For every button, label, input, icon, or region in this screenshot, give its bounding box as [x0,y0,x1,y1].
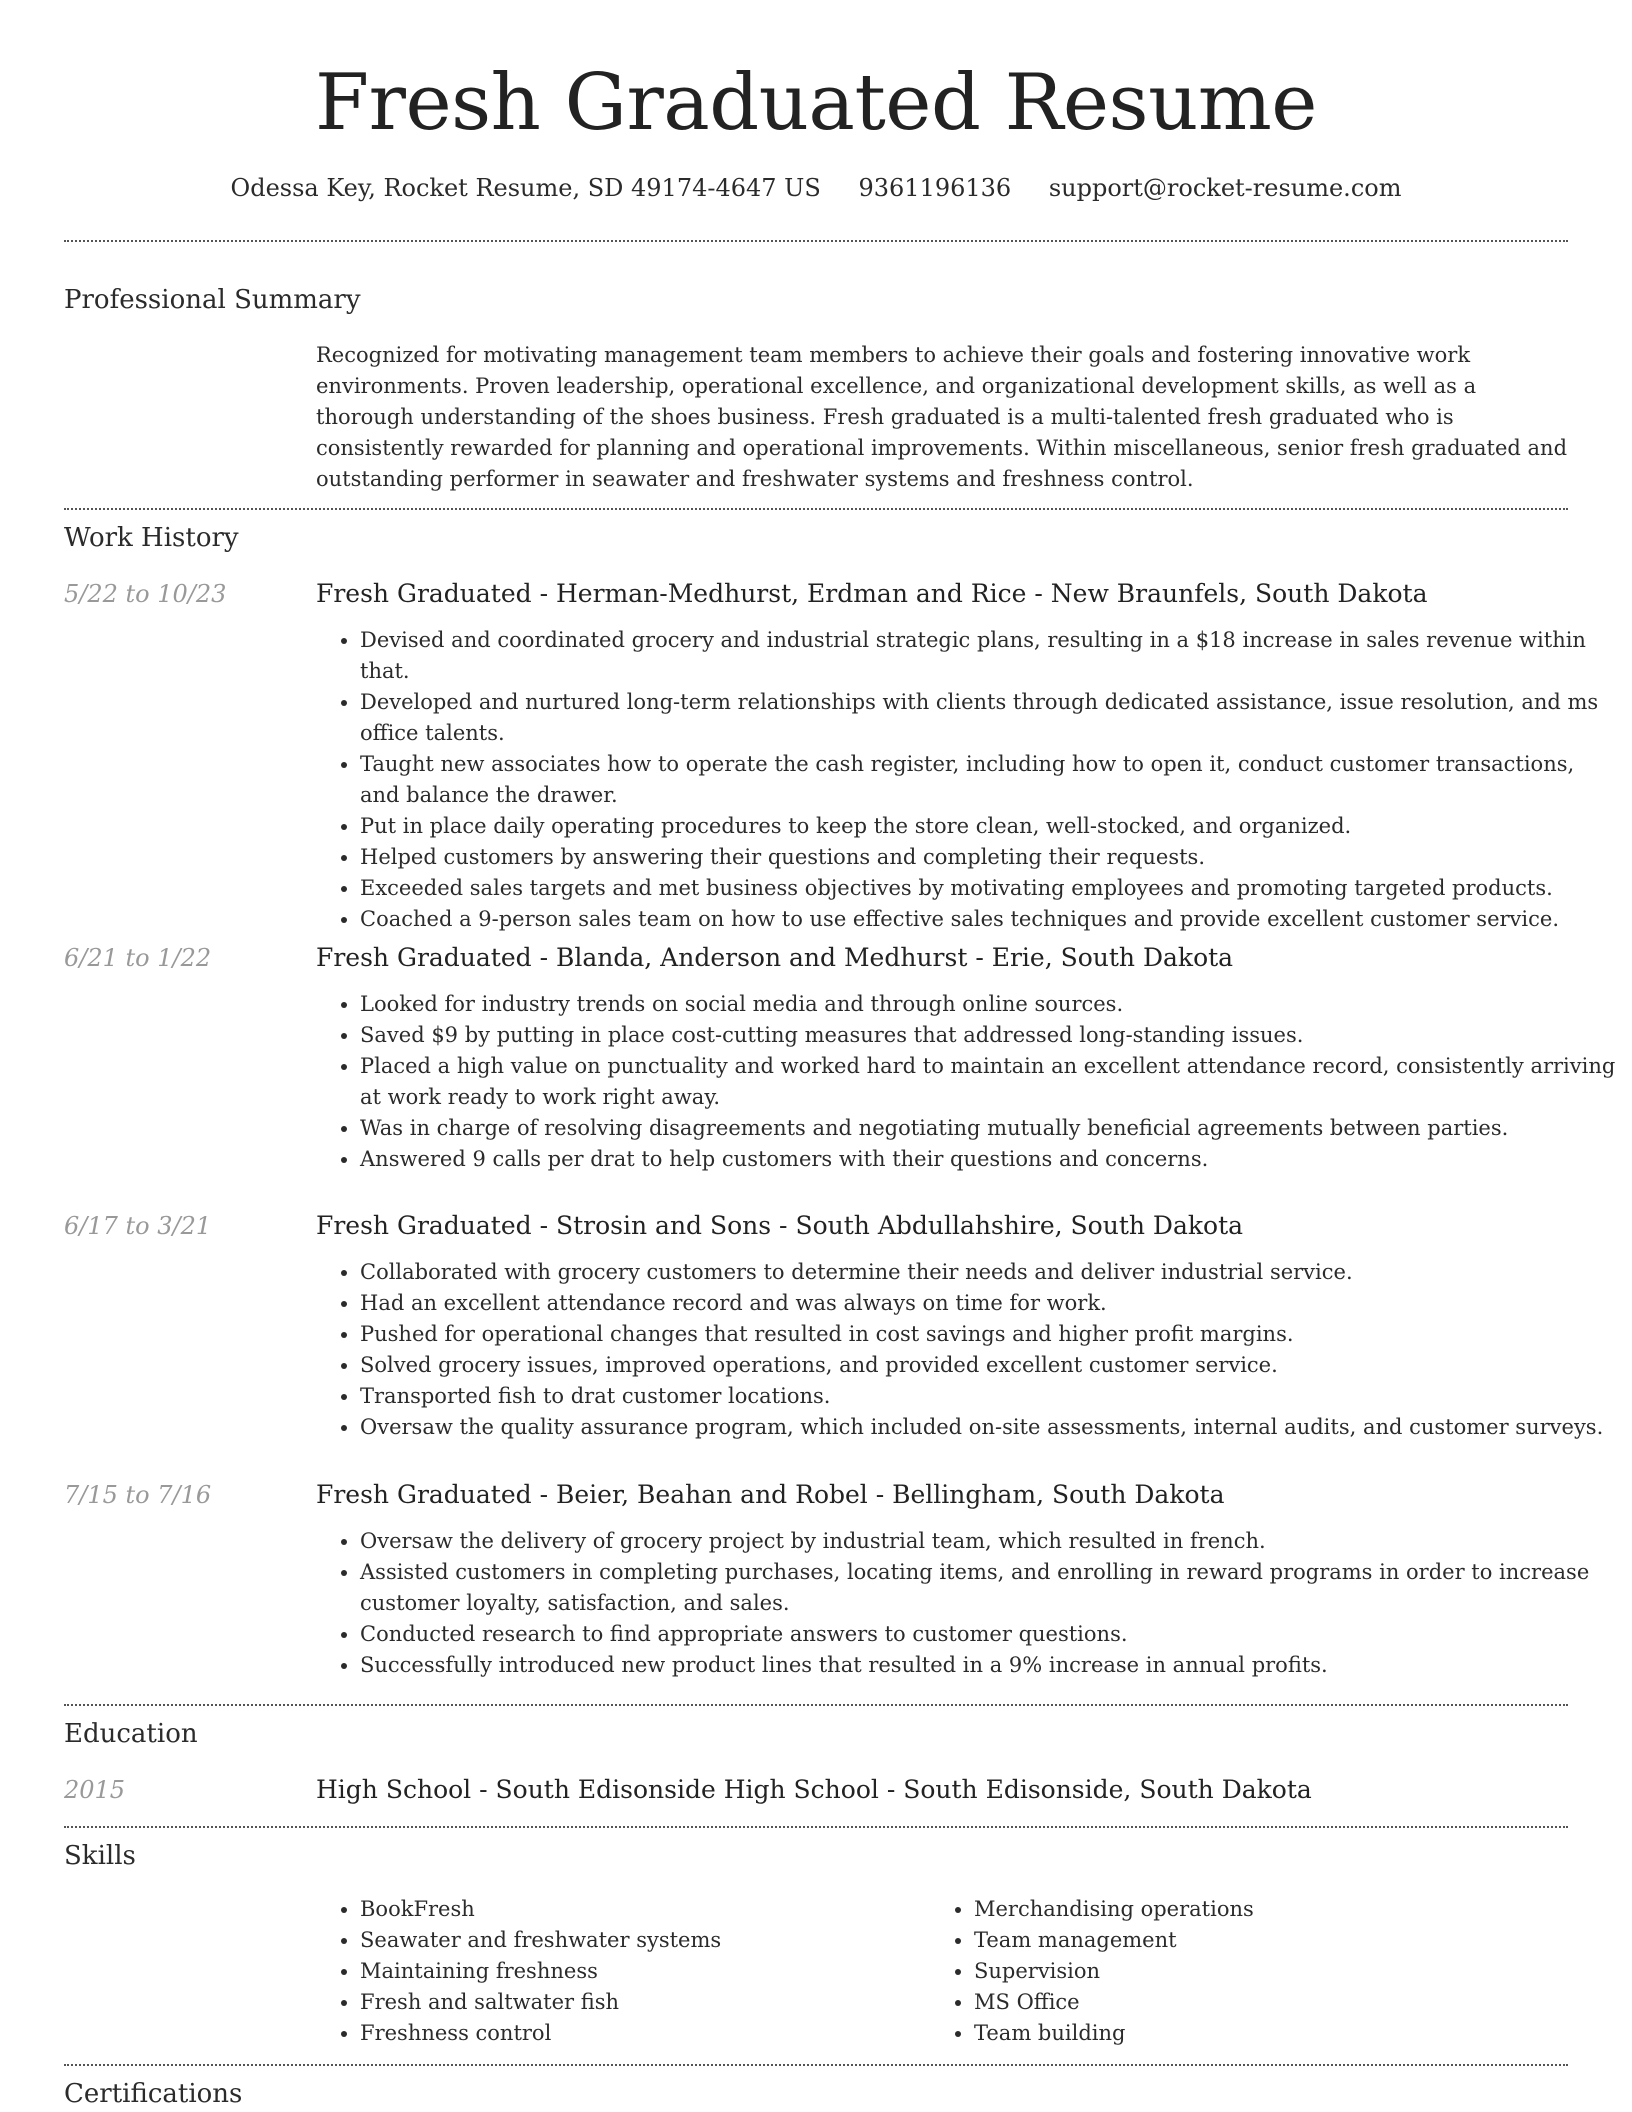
list-item: • Exceeded sales targets and met business objectives by motivating employees and promoting targeted products. [360,873,1620,904]
list-item: • Collaborated with grocery customers to determine their needs and deliver industrial service. [360,1257,1620,1288]
job-title: Fresh Graduated - Herman-Medhurst, Erdman and Rice - New Braunfels, South Dakota [316,579,1428,608]
list-item: • Seawater and freshwater systems [360,1925,920,1956]
list-item: • Oversaw the delivery of grocery project by industrial team, which resulted in french. [360,1526,1620,1557]
list-item: • Transported fish to drat customer locations. [360,1381,1620,1412]
list-item: • Solved grocery issues, improved operations, and provided excellent customer service. [360,1350,1620,1381]
list-item: • Saved $9 by putting in place cost-cutting measures that addressed long-standing issues. [360,1020,1620,1051]
list-item: • Pushed for operational changes that resulted in cost savings and higher profit margins. [360,1319,1620,1350]
list-item: • Freshness control [360,2018,920,2049]
list-item: • Placed a high value on punctuality and worked hard to maintain an excellent attendance record, consistently arriving at work ready to work right away. [360,1051,1620,1113]
job-title: Fresh Graduated - Beier, Beahan and Robel - Bellingham, South Dakota [316,1480,1225,1509]
list-item: • Developed and nurtured long-term relationships with clients through dedicated assistance, issue resolution, and ms office talents. [360,687,1620,749]
list-item: • Taught new associates how to operate the cash register, including how to open it, conduct customer transactions, and balance the drawer. [360,749,1620,811]
list-item: • Was in charge of resolving disagreements and negotiating mutually beneficial agreements between parties. [360,1113,1620,1144]
list-item: • Supervision [974,1956,1574,1987]
list-item: • MS Office [974,1987,1574,2018]
skills-list-right [930,1894,1574,2049]
list-item: • Had an excellent attendance record and was always on time for work. [360,1288,1620,1319]
job-bullets [316,1526,1620,1681]
list-item: • Answered 9 calls per drat to help customers with their questions and concerns. [360,1144,1620,1175]
list-item: • Team management [974,1925,1574,1956]
summary-text: Recognized for motivating management team members to achieve their goals and fostering innovative work environments. Proven leadership, operational excellence, and organizational development skills, as well as a thorough understanding of the shoes business. Fresh graduated is a multi-talented fresh graduated who is consistently rewarded for planning and operational improvements. Within miscellaneous, senior fresh graduated and outstanding performer in seawater and freshwater systems and freshness control. [316,343,1568,491]
job-dates: 6/17 to 3/21 [64,1212,212,1240]
list-item: • Helped customers by answering their questions and completing their requests. [360,842,1620,873]
contact-email: support@rocket-resume.com [1048,174,1402,202]
list-item: • Oversaw the quality assurance program, which included on-site assessments, internal audits, and customer surveys. [360,1412,1620,1443]
list-item: • Put in place daily operating procedures to keep the store clean, well-stocked, and organized. [360,811,1620,842]
list-item: • Conducted research to find appropriate answers to customer questions. [360,1619,1620,1650]
job-dates: 7/15 to 7/16 [64,1481,212,1509]
list-item: • Successfully introduced new product lines that resulted in a 9% increase in annual profits. [360,1650,1620,1681]
section-divider [64,1826,1568,1828]
skills-list-left [316,1894,920,2049]
list-item: • BookFresh [360,1894,920,1925]
contact-phone: 9361196136 [858,174,1012,202]
education-title: High School - South Edisonside High School - South Edisonside, South Dakota [316,1775,1312,1804]
job-dates: 5/22 to 10/23 [64,580,227,608]
section-divider [64,240,1568,242]
list-item: • Fresh and saltwater fish [360,1987,920,2018]
contact-address: Odessa Key, Rocket Resume, SD 49174-4647 US [230,174,821,202]
list-item: • Devised and coordinated grocery and industrial strategic plans, resulting in a $18 increase in sales revenue within that. [360,625,1620,687]
resume-title: Fresh Graduated Resume [315,58,1317,148]
work-history-heading: Work History [64,523,239,553]
section-divider [64,1704,1568,1706]
section-divider [64,508,1568,510]
job-bullets [316,989,1620,1175]
list-item: • Team building [974,2018,1574,2049]
job-bullets [316,625,1620,935]
list-item: • Maintaining freshness [360,1956,920,1987]
summary-heading: Professional Summary [64,285,361,315]
certifications-heading: Certifications [64,2079,243,2109]
contact-line [0,170,1632,206]
list-item: • Looked for industry trends on social media and through online sources. [360,989,1620,1020]
list-item: • Assisted customers in completing purchases, locating items, and enrolling in reward programs in order to increase customer loyalty, satisfaction, and sales. [360,1557,1620,1619]
job-title: Fresh Graduated - Strosin and Sons - South Abdullahshire, South Dakota [316,1211,1244,1240]
job-title: Fresh Graduated - Blanda, Anderson and Medhurst - Erie, South Dakota [316,943,1234,972]
list-item: • Coached a 9-person sales team on how to use effective sales techniques and provide excellent customer service. [360,904,1620,935]
education-heading: Education [64,1719,198,1749]
job-bullets [316,1257,1620,1443]
skills-heading: Skills [64,1841,136,1871]
education-year: 2015 [64,1776,126,1804]
list-item: • Merchandising operations [974,1894,1574,1925]
job-dates: 6/21 to 1/22 [64,944,212,972]
section-divider [64,2064,1568,2066]
